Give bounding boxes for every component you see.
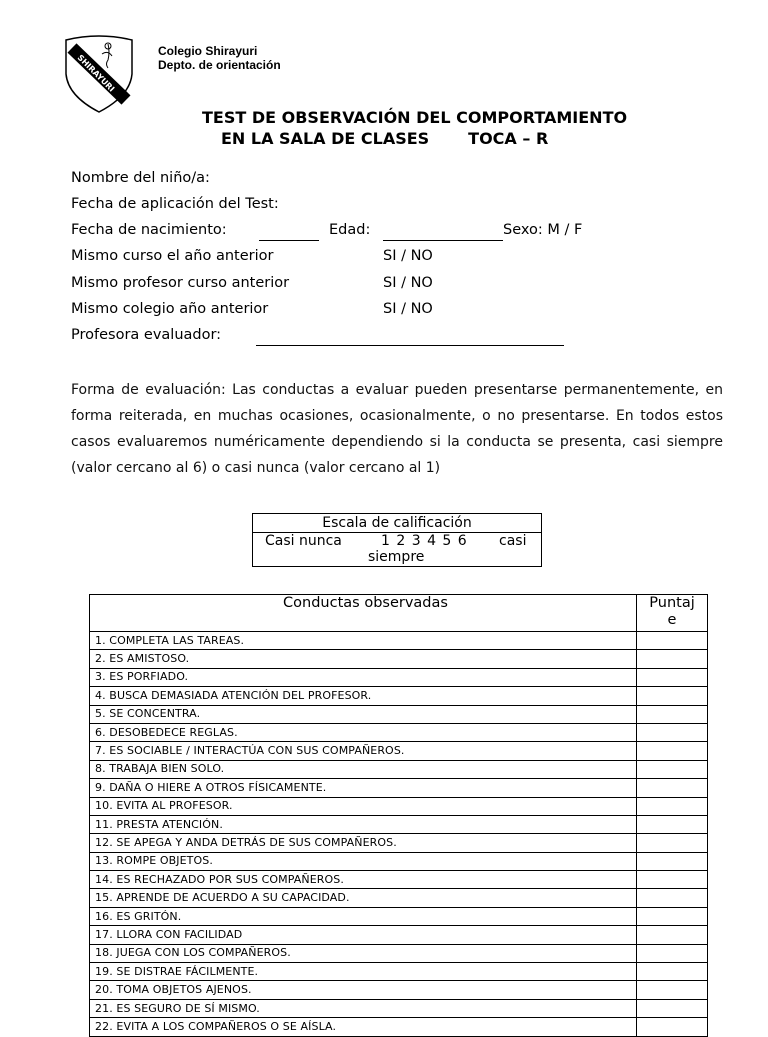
table-row xyxy=(90,797,708,815)
age-label: Edad: xyxy=(329,222,371,238)
table-row xyxy=(90,760,708,778)
school-logo xyxy=(62,34,136,114)
school-header xyxy=(158,44,281,72)
score-cell[interactable] xyxy=(637,779,708,797)
same-school-label: Mismo colegio año anterior xyxy=(71,301,269,317)
score-header-line-2: e xyxy=(667,612,677,628)
score-cell[interactable] xyxy=(637,760,708,778)
score-cell[interactable] xyxy=(637,687,708,705)
same-teacher-label: Mismo profesor curso anterior xyxy=(71,275,290,291)
birth-date-label: Fecha de nacimiento: xyxy=(71,222,227,238)
table-row xyxy=(90,650,708,668)
table-row xyxy=(90,668,708,686)
same-course-label: Mismo curso el año anterior xyxy=(71,248,274,264)
scale-body xyxy=(253,533,541,567)
age-blank[interactable] xyxy=(383,240,503,241)
score-cell[interactable] xyxy=(637,834,708,852)
same-school-options[interactable]: SI / NO xyxy=(383,301,433,317)
behavior-text: 5. SE CONCENTRA. xyxy=(90,705,637,723)
score-cell[interactable] xyxy=(637,650,708,668)
score-cell[interactable] xyxy=(637,742,708,760)
score-column-header xyxy=(637,595,708,632)
score-cell[interactable] xyxy=(637,632,708,650)
school-name: Colegio Shirayuri xyxy=(158,44,258,58)
score-cell[interactable] xyxy=(637,871,708,889)
behavior-text: 2. ES AMISTOSO. xyxy=(90,650,637,668)
evaluator-label: Profesora evaluador: xyxy=(71,327,222,343)
behavior-text: 9. DAÑA O HIERE A OTROS FÍSICAMENTE. xyxy=(90,779,637,797)
behaviors-column-header: Conductas observadas xyxy=(90,595,637,632)
table-row xyxy=(90,779,708,797)
score-cell[interactable] xyxy=(637,944,708,962)
table-row xyxy=(90,907,708,925)
table-row xyxy=(90,852,708,870)
score-cell[interactable] xyxy=(637,907,708,925)
score-cell[interactable] xyxy=(637,797,708,815)
test-date-label: Fecha de aplicación del Test: xyxy=(71,196,279,212)
scale-high-label-b: siempre xyxy=(368,549,425,565)
behavior-text: 11. PRESTA ATENCIÓN. xyxy=(90,815,637,833)
behavior-text: 22. EVITA A LOS COMPAÑEROS O SE AÍSLA. xyxy=(90,1018,637,1036)
evaluator-blank[interactable] xyxy=(256,345,564,346)
scale-high-label-a: casi xyxy=(499,533,527,549)
department-name: Depto. de orientación xyxy=(158,58,281,72)
score-cell[interactable] xyxy=(637,926,708,944)
behavior-text: 3. ES PORFIADO. xyxy=(90,668,637,686)
table-row xyxy=(90,815,708,833)
table-row xyxy=(90,944,708,962)
score-cell[interactable] xyxy=(637,981,708,999)
behavior-text: 8. TRABAJA BIEN SOLO. xyxy=(90,760,637,778)
score-header-line-1: Puntaj xyxy=(649,595,695,611)
scale-numbers: 1 2 3 4 5 6 xyxy=(381,533,468,549)
table-row xyxy=(90,632,708,650)
score-cell[interactable] xyxy=(637,963,708,981)
title-line-2: EN LA SALA DE CLASES TOCA – R xyxy=(221,129,549,148)
behavior-text: 7. ES SOCIABLE / INTERACTÚA CON SUS COMPAÑEROS. xyxy=(90,742,637,760)
behavior-text: 19. SE DISTRAE FÁCILMENTE. xyxy=(90,963,637,981)
behavior-text: 15. APRENDE DE ACUERDO A SU CAPACIDAD. xyxy=(90,889,637,907)
scale-low-label: Casi nunca xyxy=(265,533,342,549)
table-row xyxy=(90,889,708,907)
child-name-label: Nombre del niño/a: xyxy=(71,170,210,186)
score-cell[interactable] xyxy=(637,889,708,907)
score-cell[interactable] xyxy=(637,999,708,1017)
table-row xyxy=(90,926,708,944)
behavior-text: 14. ES RECHAZADO POR SUS COMPAÑEROS. xyxy=(90,871,637,889)
table-header-row xyxy=(90,595,708,632)
behavior-text: 21. ES SEGURO DE SÍ MISMO. xyxy=(90,999,637,1017)
behavior-text: 10. EVITA AL PROFESOR. xyxy=(90,797,637,815)
behavior-text: 4. BUSCA DEMASIADA ATENCIÓN DEL PROFESOR. xyxy=(90,687,637,705)
behavior-text: 16. ES GRITÓN. xyxy=(90,907,637,925)
behavior-text: 13. ROMPE OBJETOS. xyxy=(90,852,637,870)
behaviors-table xyxy=(89,594,708,1037)
table-row xyxy=(90,999,708,1017)
score-cell[interactable] xyxy=(637,1018,708,1036)
scale-title: Escala de calificación xyxy=(253,514,541,533)
behavior-text: 12. SE APEGA Y ANDA DETRÁS DE SUS COMPAÑEROS. xyxy=(90,834,637,852)
table-row xyxy=(90,871,708,889)
table-row xyxy=(90,742,708,760)
title-line-1: TEST DE OBSERVACIÓN DEL COMPORTAMIENTO xyxy=(202,108,628,127)
table-row xyxy=(90,963,708,981)
same-teacher-options[interactable]: SI / NO xyxy=(383,275,433,291)
score-cell[interactable] xyxy=(637,852,708,870)
behavior-text: 1. COMPLETA LAS TAREAS. xyxy=(90,632,637,650)
behavior-text: 6. DESOBEDECE REGLAS. xyxy=(90,723,637,741)
table-row xyxy=(90,834,708,852)
rating-scale-box xyxy=(252,513,542,567)
table-row xyxy=(90,1018,708,1036)
same-course-options[interactable]: SI / NO xyxy=(383,248,433,264)
table-row xyxy=(90,705,708,723)
table-row xyxy=(90,723,708,741)
score-cell[interactable] xyxy=(637,815,708,833)
logo-text: SHIRAYURI xyxy=(75,53,117,94)
score-cell[interactable] xyxy=(637,668,708,686)
sex-label: Sexo: M / F xyxy=(503,222,583,238)
birth-date-blank[interactable] xyxy=(259,240,319,241)
behavior-text: 17. LLORA CON FACILIDAD xyxy=(90,926,637,944)
table-row xyxy=(90,981,708,999)
score-cell[interactable] xyxy=(637,723,708,741)
behavior-text: 20. TOMA OBJETOS AJENOS. xyxy=(90,981,637,999)
score-cell[interactable] xyxy=(637,705,708,723)
table-row xyxy=(90,687,708,705)
instructions-paragraph: Forma de evaluación: Las conductas a evaluar pueden presentarse permanentemente, en forma reiterada, en muchas ocasiones, ocasionalmente, o no presentarse. En todos estos casos evaluaremos numéricamente dependiendo si la conducta se presenta, casi siempre (valor cercano al 6) o casi nunca (valor cercano al 1) xyxy=(71,382,723,476)
behavior-text: 18. JUEGA CON LOS COMPAÑEROS. xyxy=(90,944,637,962)
